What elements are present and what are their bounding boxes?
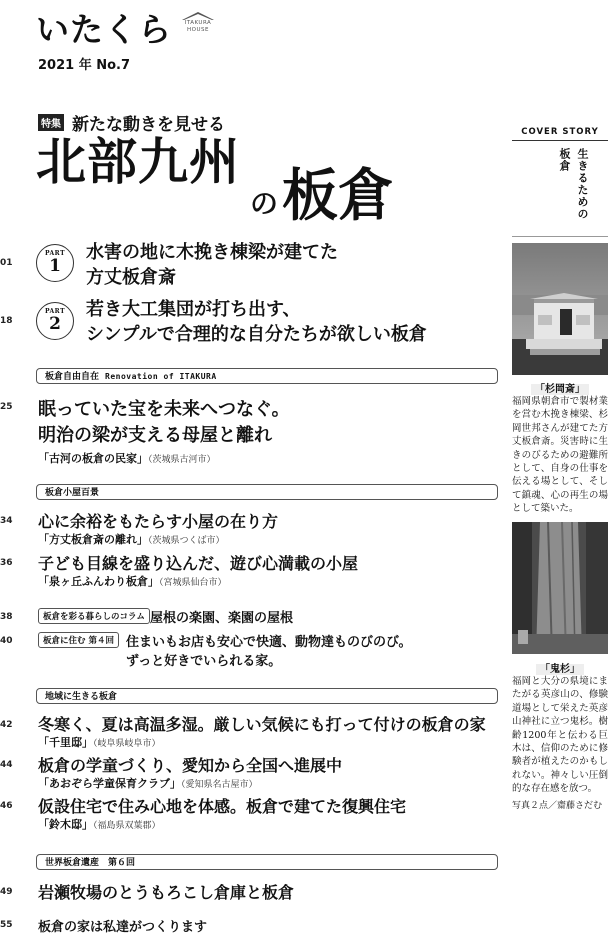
feature-subtitle: 新たな動きを見せる: [72, 115, 225, 135]
article-title: 冬寒く、夏は高温多湿。厳しい気候にも打って付けの板倉の家: [38, 715, 486, 734]
section-label: 地域に生きる板倉: [45, 692, 118, 702]
part-title-line2: 方丈板倉斎: [86, 267, 176, 288]
page-number: 36: [0, 558, 13, 568]
cover-vertical-1: 生きるための: [576, 148, 589, 220]
part-title-line1: 若き大工集団が打ち出す、: [86, 299, 301, 320]
section-label: 板倉小屋百景: [45, 488, 100, 498]
part-badge: [36, 302, 74, 340]
section-bar-hyakkei: [36, 484, 498, 500]
article-title: ずっと好きでいられる家。: [126, 654, 282, 669]
place-name: 「古河の板倉の民家」: [38, 452, 148, 465]
photo2-title: [512, 660, 608, 675]
logo-en-2: HOUSE: [187, 27, 209, 33]
page-number: 55: [0, 920, 13, 930]
place-location: （茨城県つくば市）: [148, 536, 225, 546]
article-title: 明治の梁が支える母屋と離れ: [38, 425, 272, 446]
photo-suginokaisai: [512, 243, 608, 375]
page-number: 42: [0, 720, 13, 730]
logo-house-icon: [178, 12, 218, 40]
part-title-line2: シンプルで合理的な自分たちが欲しい板倉: [86, 324, 427, 345]
cover-vertical-2: 板倉: [558, 148, 571, 172]
photo1-caption: 福岡県朝倉市で製材業を営む木挽き棟梁、杉岡世邦さんが建てた方丈板倉斎。災害時に生きのびるための避難所として、自身の仕事を伝える場として、そして鎮魂、心の再生の場として築いた。: [512, 396, 608, 515]
photo2-title-text: 「鬼杉」: [536, 664, 584, 675]
feature-tag: 特集: [38, 114, 64, 131]
photo-credit: 写真２点／齋藤さだむ: [512, 801, 603, 811]
photo1-title: [512, 380, 608, 395]
place-location: （愛知県名古屋市）: [181, 780, 258, 790]
place-label: [38, 450, 216, 466]
page-number: 44: [0, 760, 13, 770]
photo-onisugi: [512, 522, 608, 654]
article-title: 板倉の家は私達がつくります: [38, 920, 208, 935]
section-bar-jiyu: [36, 368, 498, 384]
place-label: [38, 816, 161, 832]
place-name: 「泉ヶ丘ふんわり板倉」: [38, 575, 159, 588]
column-box: 板倉に住む 第４回: [38, 632, 119, 648]
article-title: 子ども目線を盛り込んだ、遊び心満載の小屋: [38, 554, 359, 573]
part-number: 2: [49, 314, 61, 334]
page-number: 40: [0, 636, 13, 646]
photo1-title-text: 「杉岡斎」: [531, 384, 589, 395]
place-location: （福島県双葉郡）: [93, 821, 161, 831]
part-label: PART: [44, 308, 66, 315]
section-bar-chiiki: [36, 688, 498, 704]
place-location: （宮城県仙台市）: [159, 578, 227, 588]
place-label: [38, 734, 161, 750]
feature-title-no: の: [250, 187, 279, 220]
article-title: 屋根の楽園、楽園の屋根: [150, 611, 294, 626]
place-location: （岐阜県岐阜市）: [93, 739, 161, 749]
divider: [512, 236, 608, 237]
part-label: PART: [44, 250, 66, 257]
place-name: 「鈴木邸」: [38, 818, 93, 831]
logo-en-1: ITAKURA: [184, 20, 212, 26]
place-location: （茨城県古河市）: [148, 455, 216, 465]
part-title-line1: 水害の地に木挽き棟梁が建てた: [86, 242, 338, 263]
issue-number: 2021 年 No.7: [38, 58, 131, 73]
logo-text: いたくら: [36, 10, 172, 49]
page-number: 38: [0, 612, 13, 622]
page-number: 18: [0, 316, 13, 326]
page-number: 46: [0, 801, 13, 811]
part-number: 1: [49, 256, 61, 276]
divider: [512, 140, 608, 141]
place-label: [38, 775, 258, 791]
feature-title-end: 板倉: [282, 163, 394, 229]
place-name: 「方丈板倉斎の離れ」: [38, 533, 148, 546]
cover-story-label: COVER STORY: [521, 127, 599, 137]
article-title: 眠っていた宝を未来へつなぐ。: [38, 399, 290, 420]
section-label: 板倉自由自在: [45, 372, 100, 382]
photo2-caption: 福岡と大分の県境にまたがる英彦山の、修験道場として栄えた英彦山神社に立つ鬼杉。樹齢1200年と伝わる巨木は、信仰のために修験者が植えたのかもしれない。神々しい圧倒的な存在感を放つ。: [512, 676, 608, 795]
article-title: 住まいもお店も安心で快適、動物達ものびのび。: [126, 635, 412, 650]
page-number: 49: [0, 887, 13, 897]
column-box: 板倉を彩る暮らしのコラム: [38, 608, 150, 624]
place-label: [38, 573, 227, 589]
page-number: 25: [0, 402, 13, 412]
part-badge: [36, 244, 74, 282]
section-bar-isan: [36, 854, 498, 870]
section-label-en: Renovation of ITAKURA: [105, 372, 217, 381]
feature-title-main: 北部九州: [36, 132, 240, 191]
article-title: 仮設住宅で住み心地を体感。板倉で建てた復興住宅: [38, 797, 407, 816]
page-number: 34: [0, 516, 13, 526]
article-title: 心に余裕をもたらす小屋の在り方: [38, 512, 279, 531]
page-number: 01: [0, 258, 13, 268]
section-label: 世界板倉遺産 第６回: [45, 858, 136, 868]
article-title: 岩瀬牧場のとうもろこし倉庫と板倉: [38, 883, 295, 902]
place-name: 「あおぞら学童保育クラブ」: [38, 777, 181, 790]
article-title: 板倉の学童づくり、愛知から全国へ進展中: [38, 756, 343, 775]
place-name: 「千里邸」: [38, 736, 93, 749]
place-label: [38, 531, 225, 547]
